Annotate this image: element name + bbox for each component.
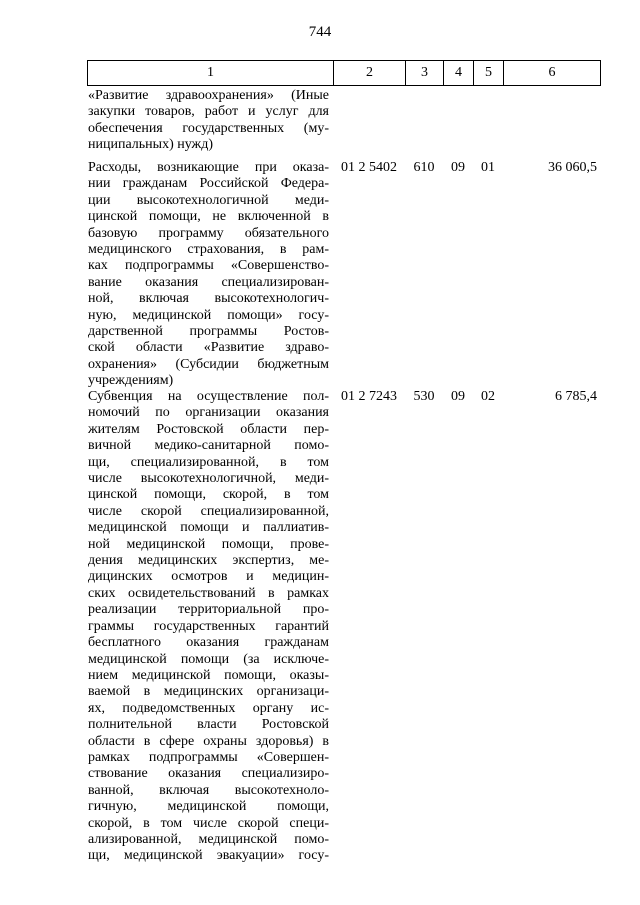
description-line: закупки товаров, работ и услуг для <box>88 104 329 120</box>
description-line: цинской помощи, не включенной в <box>88 209 329 225</box>
description-line: гичную, медицинской помощи, <box>88 799 329 815</box>
description-line: базовую программу обязательного <box>88 225 329 241</box>
description-line: ской области «Развитие здраво- <box>88 340 329 356</box>
description-line: вичной медико-санитарной помо- <box>88 438 329 454</box>
description-line: граммы государственных гарантий <box>88 618 329 634</box>
description-line: жителям Ростовской области пер- <box>88 421 329 437</box>
description-line: дарственной программы Ростов- <box>88 324 329 340</box>
description-line: обеспечения государственных (му- <box>88 120 329 136</box>
column-header-1: 1 <box>88 61 334 86</box>
description-line: охранения» (Субсидии бюджетным <box>88 356 329 372</box>
description-line: ствование оказания специализиро- <box>88 766 329 782</box>
description-line: медицинской помощи и паллиатив- <box>88 520 329 536</box>
description-line: полнительной власти Ростовской <box>88 717 329 733</box>
column-header-4: 4 <box>444 61 474 86</box>
description-line: области в сфере охраны здоровья) в <box>88 733 329 749</box>
row-description <box>88 88 329 154</box>
description-line: ниципальных) нужд) <box>88 137 213 153</box>
description-line: ях, подведомственных органу ис- <box>88 700 329 716</box>
description-line: ваемой в медицинских организаци- <box>88 684 329 700</box>
description-line: учреждениям) <box>88 373 174 389</box>
description-line: ции высокотехнологичной меди- <box>88 192 329 208</box>
description-line: ной, включая высокотехнологич- <box>88 291 329 307</box>
description-line: вание оказания специализирован- <box>88 274 329 290</box>
expense-type: 610 <box>413 160 435 175</box>
description-line: реализации территориальной про- <box>88 602 329 618</box>
section: 09 <box>451 389 465 404</box>
description-line: рамках подпрограммы «Совершен- <box>88 749 329 765</box>
column-header-6: 6 <box>504 61 601 86</box>
section: 09 <box>451 160 465 175</box>
column-header-5: 5 <box>474 61 504 86</box>
column-header-table <box>87 60 601 86</box>
description-line: числе скорой специализированной, <box>88 503 329 519</box>
program-code: 01 2 5402 <box>341 160 397 175</box>
description-line: щи, специализированной, в том <box>88 454 329 470</box>
subsection: 01 <box>481 160 495 175</box>
description-line: дения медицинских экспертиз, ме- <box>88 553 329 569</box>
description-line: дицинских осмотров и медицин- <box>88 569 329 585</box>
page-number: 744 <box>308 24 332 40</box>
description-line: Расходы, возникающие при оказа- <box>88 160 329 175</box>
description-line: ках подпрограммы «Совершенство- <box>88 258 329 274</box>
description-line: номочий по организации оказания <box>88 405 329 421</box>
description-line: цинской помощи, скорой, в том <box>88 487 329 503</box>
description-line: медицинского страхования, в рам- <box>88 242 329 258</box>
description-line: нии гражданам Российской Федера- <box>88 176 329 192</box>
amount: 6 785,4 <box>555 389 597 404</box>
description-line: скорой, в том числе скорой специ- <box>88 815 329 831</box>
row-description <box>88 160 329 390</box>
subsection: 02 <box>481 389 495 404</box>
description-line: ную, медицинской помощи» госу- <box>88 307 329 323</box>
row-description <box>88 389 329 865</box>
description-line: ванной, включая высокотехноло- <box>88 782 329 798</box>
column-header-2: 2 <box>334 61 406 86</box>
amount: 36 060,5 <box>548 160 597 175</box>
description-line: бесплатного оказания гражданам <box>88 635 329 651</box>
description-line: Субвенция на осуществление пол- <box>88 389 329 404</box>
description-line: нием медицинской помощи, оказы- <box>88 667 329 683</box>
column-header-row <box>88 61 601 86</box>
program-code: 01 2 7243 <box>341 389 397 404</box>
expense-type: 530 <box>413 389 435 404</box>
description-line: числе высокотехнологичной, меди- <box>88 471 329 487</box>
description-line: медицинской помощи (за исключе- <box>88 651 329 667</box>
description-line: ских освидетельствований в рамках <box>88 585 329 601</box>
description-line: ной медицинской помощи, прове- <box>88 536 329 552</box>
column-header-3: 3 <box>406 61 444 86</box>
description-line: «Развитие здравоохранения» (Иные <box>88 88 329 103</box>
description-line: ализированной, медицинской помо- <box>88 831 329 847</box>
description-line: щи, медицинской эвакуации» госу- <box>88 848 329 864</box>
